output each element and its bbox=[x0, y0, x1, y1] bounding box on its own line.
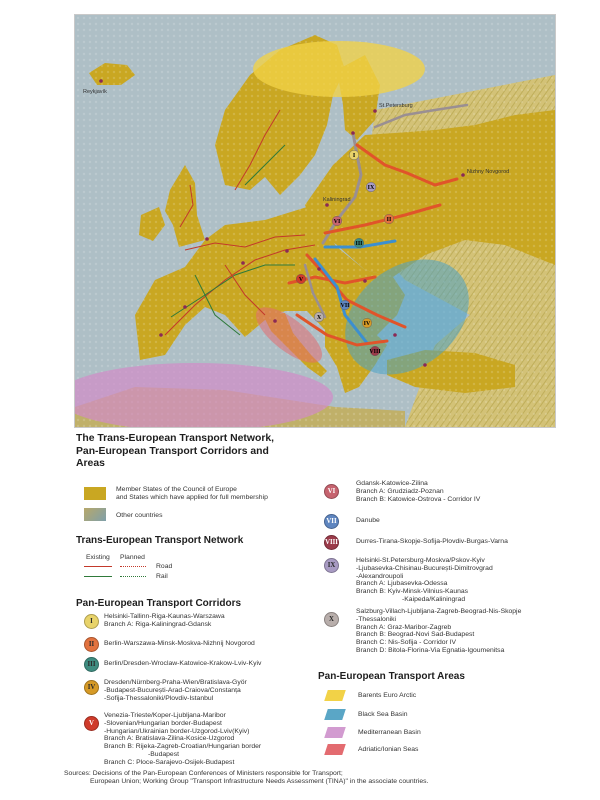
svg-text:X: X bbox=[316, 315, 322, 321]
corridor-line: Branch A: Graz-Maribor-Zagreb bbox=[356, 623, 452, 631]
corridor-VIII-marker: VIII bbox=[324, 535, 339, 550]
road-planned-line bbox=[120, 566, 146, 567]
corridor-line: Helsinki-St.Petersburg-Moskva/Pskov-Kyiv bbox=[356, 557, 485, 564]
map-marker-I bbox=[349, 150, 359, 160]
legend-title: The Trans-European Transport Network, Pan-European Transport Corridors and Areas bbox=[76, 433, 275, 469]
member-states-swatch bbox=[84, 487, 106, 500]
corridor-line: Branch B: Katowice-Ostrova - Corridor IV bbox=[356, 495, 481, 503]
map-marker-V bbox=[296, 274, 306, 284]
sources-line-1: Sources: Decisions of the Pan-European Conferences of Ministers responsible for Transport; bbox=[64, 770, 343, 777]
svg-text:I: I bbox=[352, 153, 356, 159]
other-countries-swatch bbox=[84, 508, 106, 521]
map-marker-IV bbox=[362, 318, 372, 328]
corridor-III-marker: III bbox=[84, 657, 99, 672]
map-marker-IX bbox=[366, 182, 376, 192]
member-states-label: Member States of the Council of Europe and States which have applied for full membership bbox=[116, 486, 268, 501]
corridor-VII-marker: VII bbox=[324, 514, 339, 529]
corridor-line: Branch A: Ljubasevka-Odessa bbox=[356, 580, 448, 588]
corridor-line: Branch B: Beograd-Novi Sad-Budapest bbox=[356, 631, 475, 639]
corridor-VI-marker: VI bbox=[324, 484, 339, 499]
corridors-title: Pan-European Transport Corridors bbox=[76, 598, 242, 609]
ten-planned-header: Planned bbox=[120, 554, 145, 561]
corridor-line: Berlin-Warszawa-Minsk-Moskva-Nizhnij Novgorod bbox=[104, 640, 255, 647]
corridor-line: Branch B: Kyiv-Minsk-Vilnius-Kaunas bbox=[356, 588, 469, 596]
corridor-line: Branch D: Bitola-Florina-Via Egnatia-Igoumenitsa bbox=[356, 646, 505, 654]
corridor-line: -Sofija-Thessaloniki/Plovdiv-Istanbul bbox=[104, 694, 214, 702]
road-label: Road bbox=[156, 563, 173, 570]
corridor-line: -Slovenian/Hungarian border-Budapest bbox=[104, 719, 222, 727]
corridor-IX-marker: IX bbox=[324, 558, 339, 573]
corridor-line: Helsinki-Tallinn-Riga-Kaunas-Warszawa bbox=[104, 613, 225, 620]
corridor-line: Branch A: Grudziadz-Poznan bbox=[356, 487, 444, 495]
map-marker-III bbox=[354, 238, 364, 248]
adriatic-swatch bbox=[324, 744, 346, 755]
map-marker-VI bbox=[332, 216, 342, 226]
road-existing-line bbox=[84, 566, 112, 567]
corridor-line: Branch C: Nis-Sofija - Corridor IV bbox=[356, 639, 457, 647]
map-marker-VII bbox=[340, 300, 350, 310]
mediterranean-swatch bbox=[324, 727, 346, 738]
sources-line-2: European Union; Working Group "Transport Infrastructure Needs Assessment (TINA)" in the associate countries. bbox=[90, 777, 429, 785]
corridor-line: -Hungarian/Ukrainian border-Uzgorod-Lviv(Kyiv) bbox=[104, 727, 250, 735]
black-sea-swatch bbox=[324, 709, 346, 720]
corridor-line: Salzburg-Villach-Ljubljana-Zagreb-Beograd-Nis-Skopje bbox=[356, 608, 522, 615]
corridor-line: Branch A: Bratislava-Zilina-Kosice-Uzgorod bbox=[104, 735, 235, 743]
label-nizhny-novgorod: Nizhny Novgorod bbox=[467, 169, 510, 175]
ten-existing-header: Existing bbox=[86, 554, 110, 561]
mediterranean-label: Mediterranean Basin bbox=[358, 729, 421, 736]
barents-label: Barents Euro Arctic bbox=[358, 692, 417, 699]
svg-text:IX: IX bbox=[367, 185, 375, 191]
label-st-petersburg: St.Petersburg bbox=[379, 103, 413, 109]
map-canvas bbox=[75, 15, 555, 427]
corridor-line: Danube bbox=[356, 517, 380, 524]
svg-text:IV: IV bbox=[363, 321, 371, 327]
label-reykjavik: Reykjavík bbox=[83, 89, 107, 95]
corridor-line: Dresden/Nürnberg-Praha-Wien/Bratislava-Györ bbox=[104, 679, 247, 686]
rail-existing-line bbox=[84, 576, 112, 577]
svg-text:II: II bbox=[386, 217, 392, 223]
ten-title: Trans-European Transport Network bbox=[76, 535, 244, 546]
corridor-line: Branch C: Ploce-Sarajevo-Osijek-Budapest bbox=[104, 758, 235, 766]
corridor-line: Durres-Tirana-Skopje-Sofija-Plovdiv-Burgas-Varna bbox=[356, 538, 508, 545]
map-marker-X bbox=[314, 312, 324, 322]
corridor-line: Branch B: Rijeka-Zagreb-Croatian/Hungarian border bbox=[104, 743, 262, 751]
corridor-line: -Thessaloniki bbox=[356, 615, 397, 623]
corridor-I-marker: I bbox=[84, 614, 99, 629]
corridor-II-marker: II bbox=[84, 637, 99, 652]
corridor-IV-marker: IV bbox=[84, 680, 99, 695]
corridor-V-marker: V bbox=[84, 716, 99, 731]
sources-note bbox=[64, 770, 584, 786]
corridor-line: Gdansk-Katowice-Zilina bbox=[356, 480, 428, 487]
rail-label: Rail bbox=[156, 573, 168, 580]
svg-text:III: III bbox=[355, 241, 363, 247]
label-kaliningrad: Kaliningrad bbox=[323, 197, 351, 203]
transport-map bbox=[74, 14, 556, 428]
corridor-line: -Budapest bbox=[148, 750, 179, 758]
corridor-line: Branch A: Riga-Kaliningrad-Gdansk bbox=[104, 620, 212, 628]
corridor-line: -Alexandroupoli bbox=[356, 572, 404, 580]
corridor-line: Venezia-Trieste/Koper-Ljubljana-Maribor bbox=[104, 712, 226, 719]
corridor-line: -Budapest-București-Arad-Craiova/Constanța bbox=[104, 686, 241, 694]
corridor-line: -Ljubasevka-Chisinau-București-Dimitrovgrad bbox=[356, 564, 493, 572]
barents-swatch bbox=[324, 690, 346, 701]
other-countries-label: Other countries bbox=[116, 512, 163, 519]
map-marker-II bbox=[384, 214, 394, 224]
areas-title: Pan-European Transport Areas bbox=[318, 671, 465, 682]
svg-text:V: V bbox=[298, 277, 304, 283]
svg-text:VIII: VIII bbox=[369, 349, 381, 355]
adriatic-label: Adriatic/Ionian Seas bbox=[358, 746, 419, 753]
svg-text:VII: VII bbox=[340, 303, 350, 309]
corridor-line: Berlin/Dresden-Wroclaw-Katowice-Krakow-Lviv-Kyiv bbox=[104, 660, 262, 667]
black-sea-label: Black Sea Basin bbox=[358, 711, 408, 718]
rail-planned-line bbox=[120, 576, 146, 577]
area-barents bbox=[253, 41, 425, 97]
corridor-X-marker: X bbox=[324, 612, 339, 627]
svg-text:VI: VI bbox=[333, 219, 341, 225]
corridor-line: -Kaipeda/Kaliningrad bbox=[402, 595, 466, 603]
